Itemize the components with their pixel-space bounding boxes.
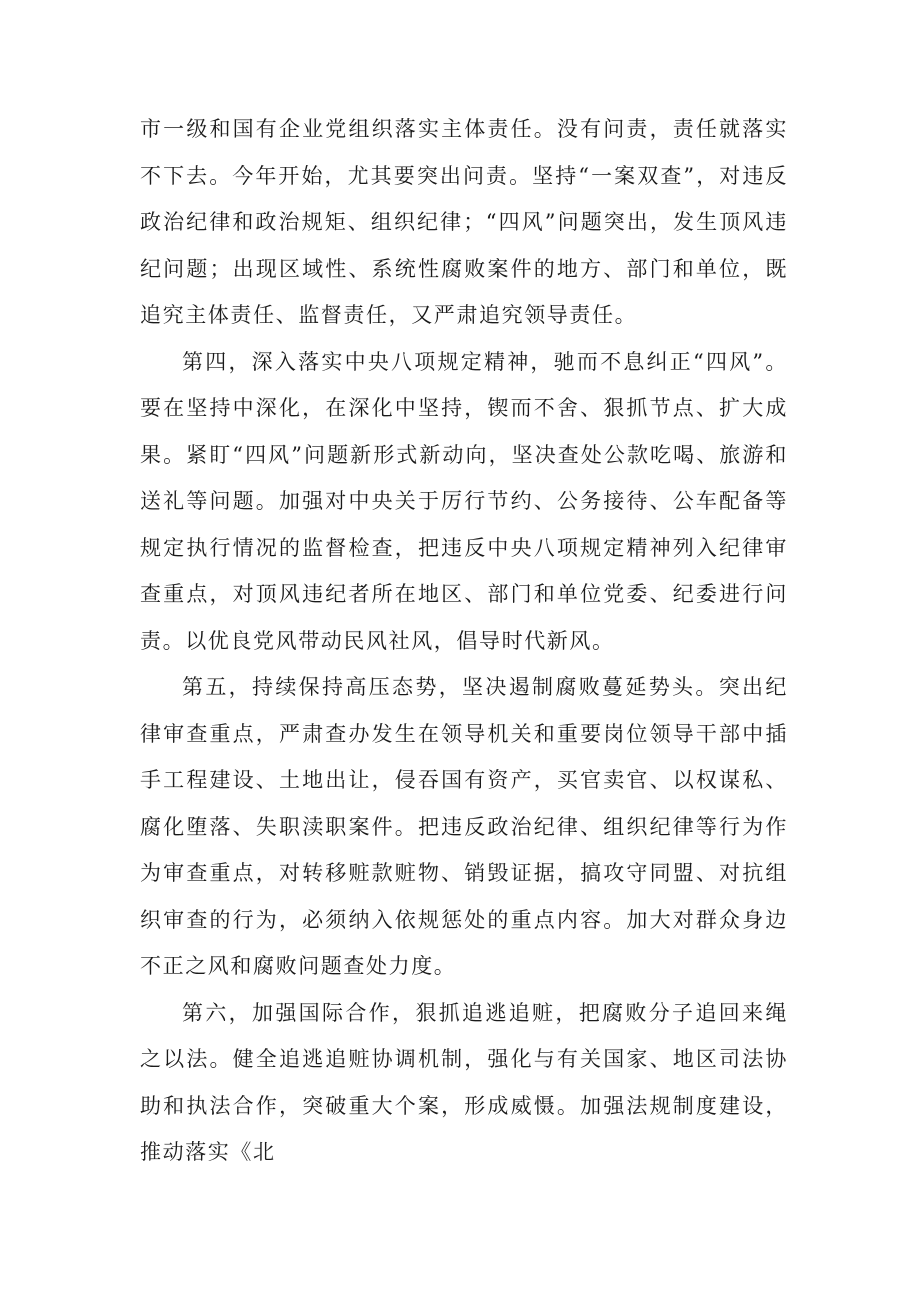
paragraph-continuation: 市一级和国有企业党组织落实主体责任。没有问责，责任就落实不下去。今年开始，尤其要突出问责。坚持“一案双查”，对违反政治纪律和政治规矩、组织纪律；“四风”问题突出，发生顶风违纪问题；出现区域性、系统性腐败案件的地方、部门和单位，既追究主体责任、监督责任，又严肃追究领导责任。 — [140, 117, 788, 327]
paragraph-sixth-point: 第六，加强国际合作，狠抓追逃追赃，把腐败分子追回来绳之以法。健全追逃追赃协调机制，强化与有关国家、地区司法协助和执法合作，突破重大个案，形成威慑。加强法规制度建设，推动落实《北 — [140, 1000, 788, 1164]
body-text — [140, 106, 788, 1176]
paragraph-fourth-point: 第四，深入落实中央八项规定精神，驰而不息纠正“四风”。要在坚持中深化，在深化中坚持，锲而不舍、狠抓节点、扩大成果。紧盯“四风”问题新形式新动向，坚决查处公款吃喝、旅游和送礼等问题。加强对中央关于厉行节约、公务接待、公车配备等规定执行情况的监督检查，把违反中央八项规定精神列入纪律审查重点，对顶风违纪者所在地区、部门和单位党委、纪委进行问责。以优良党风带动民风社风，倡导时代新风。 — [140, 349, 788, 653]
paragraph-fifth-point: 第五，持续保持高压态势，坚决遏制腐败蔓延势头。突出纪律审查重点，严肃查办发生在领导机关和重要岗位领导干部中插手工程建设、土地出让，侵吞国有资产，买官卖官、以权谋私、腐化堕落、失职渎职案件。把违反政治纪律、组织纪律等行为作为审查重点，对转移赃款赃物、销毁证据，搞攻守同盟、对抗组织审查的行为，必须纳入依规惩处的重点内容。加大对群众身边不正之风和腐败问题查处力度。 — [140, 675, 788, 978]
